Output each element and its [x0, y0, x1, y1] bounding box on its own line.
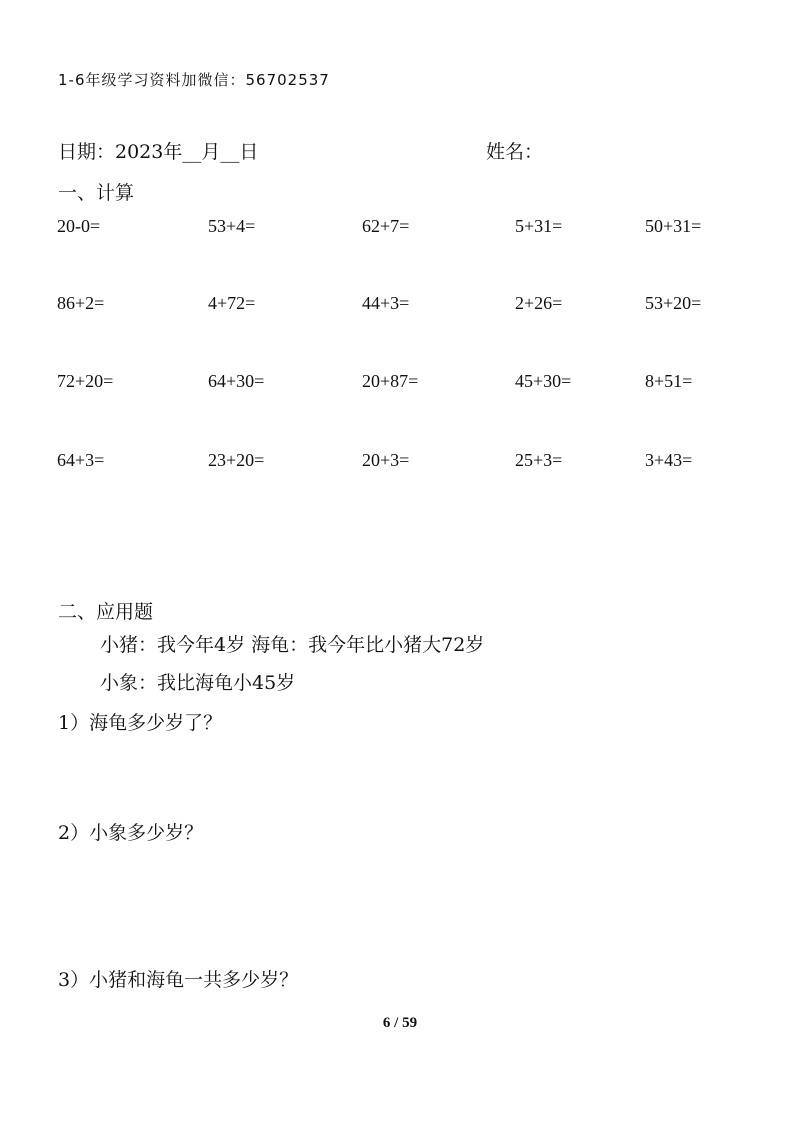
problem: 25+3= — [515, 450, 563, 470]
problem: 53+4= — [208, 216, 256, 236]
problem: 8+51= — [645, 371, 693, 391]
question-3: 3）小猪和海龟一共多少岁？ — [58, 969, 299, 991]
problem: 50+31= — [645, 216, 702, 236]
page-indicator: 6 / 59 — [382, 1015, 418, 1031]
problem: 72+20= — [57, 371, 114, 391]
question-2: 2）小象多少岁？ — [58, 822, 204, 844]
section2-title: 二、应用题 — [58, 601, 154, 623]
problem: 86+2= — [57, 293, 105, 313]
problem: 4+72= — [208, 293, 256, 313]
problem: 3+43= — [645, 450, 693, 470]
problem: 64+3= — [57, 450, 105, 470]
problem: 20+87= — [362, 371, 419, 391]
story-line-1: 小猪：我今年4岁 海龟：我今年比小猪大72岁 — [100, 634, 485, 656]
name-label: 姓名： — [486, 141, 544, 163]
problem: 45+30= — [515, 371, 572, 391]
problem: 62+7= — [362, 216, 410, 236]
problem: 23+20= — [208, 450, 265, 470]
problem: 2+26= — [515, 293, 563, 313]
story-line-2: 小象：我比海龟小45岁 — [100, 672, 296, 694]
header-note: 1-6年级学习资料加微信：56702537 — [58, 71, 330, 89]
problem: 20+3= — [362, 450, 410, 470]
problem: 64+30= — [208, 371, 265, 391]
date-line: 日期：2023年__月__日 — [58, 141, 259, 163]
problem: 20-0= — [57, 216, 101, 236]
question-1: 1）海龟多少岁了？ — [58, 712, 223, 734]
problem: 53+20= — [645, 293, 702, 313]
section1-title: 一、计算 — [58, 182, 135, 204]
problem: 44+3= — [362, 293, 410, 313]
problem: 5+31= — [515, 216, 563, 236]
